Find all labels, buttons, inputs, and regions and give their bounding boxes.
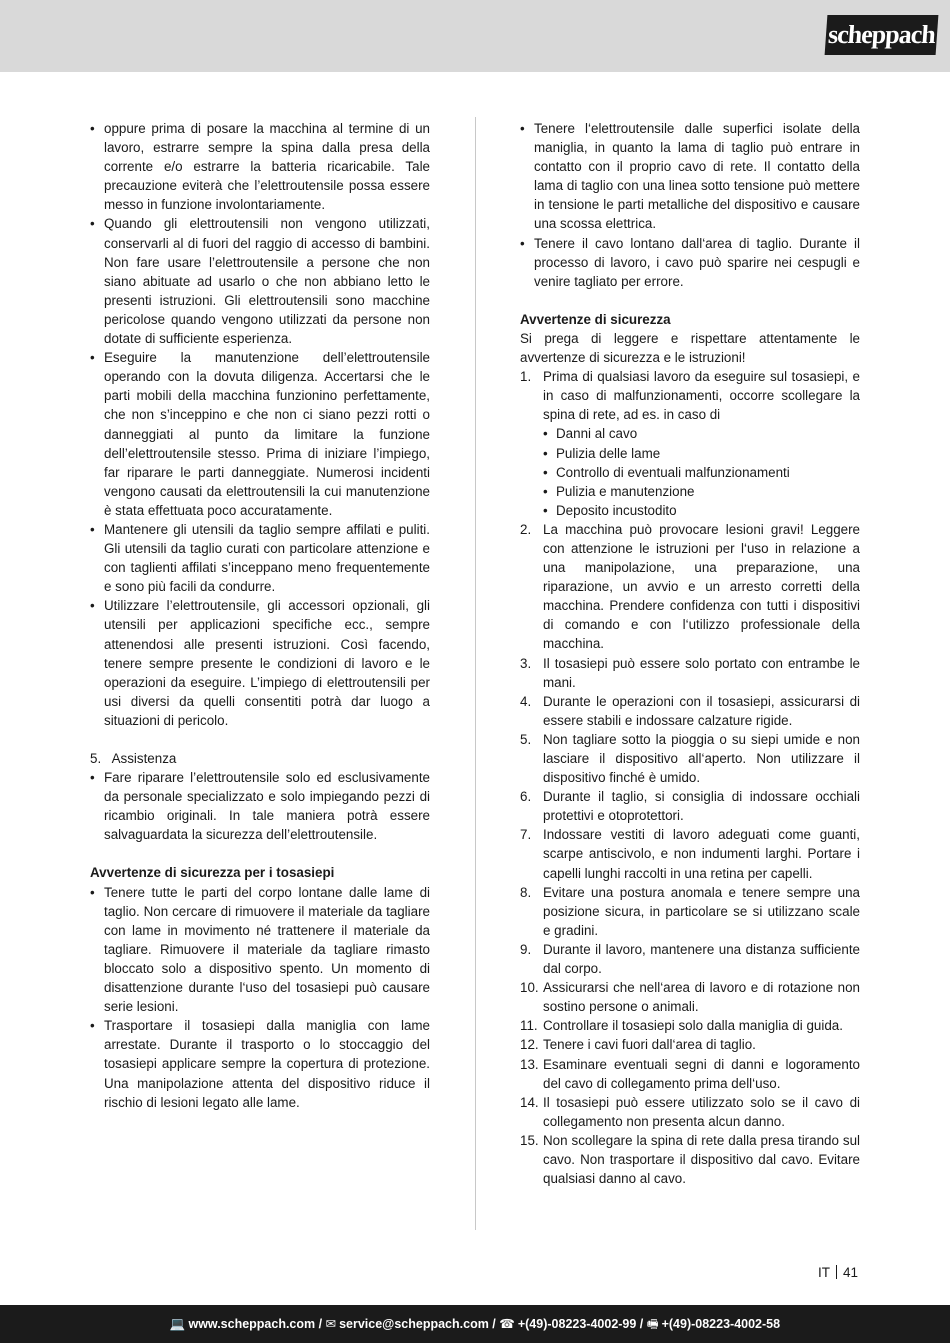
list-item: • Quando gli elettroutensili non vengono utilizzati, conservarli al di fuori del raggio di accesso di bambini. Non fare usare l’elettroutensile a persone che non siano abituate ad usarlo o che non abbiano letto le presenti istruzioni. Gli elettroutensili sono macchine pericolose quando vengono utilizzati da persone non dotate di sufficiente esperienza. xyxy=(90,214,430,348)
item-number: 4. xyxy=(520,693,532,709)
list-item: • Trasportare il tosasiepi dalla maniglia con lame arrestate. Durante il trasporto o lo stoccaggio del tosasiepi applicare sempre la copertura di protezione. Una manipolazione attenta del dispositivo riduce il rischio di lesioni legato alle lame. xyxy=(90,1016,430,1111)
numbered-item xyxy=(520,520,860,654)
numbered-item xyxy=(520,1035,860,1054)
list-item: • Tenere l‘elettroutensile dalle superfici isolate della maniglia, in quanto la lama di taglio può entrare in contatto con il proprio cavo di rete. Il contatto della lama di taglio con una linea sotto tensione può mettere in tensione le parti metalliche del dispositivo e causare una scossa elettrica. xyxy=(520,119,860,234)
item-text: Evitare una postura anomala e tenere sempre una posizione sicura, in particolare se si utilizzano scale e gradini. xyxy=(543,884,860,938)
column-divider xyxy=(475,117,476,1230)
numbered-item xyxy=(520,940,860,978)
item-number: 6. xyxy=(520,789,532,805)
numbered-item xyxy=(520,787,860,825)
page-footer xyxy=(0,1305,950,1343)
item-text: Durante il lavoro, mantenere una distanza sufficiente dal corpo. xyxy=(543,941,860,977)
item-number: 14. xyxy=(520,1094,539,1110)
item-number: 10. xyxy=(520,980,539,996)
item-number: 13. xyxy=(520,1056,539,1072)
computer-icon: 💻 xyxy=(169,1317,186,1331)
item-text: Il tosasiepi può essere solo portato con entrambe le mani. xyxy=(543,655,860,690)
item-number: 11. xyxy=(520,1018,538,1034)
page-number xyxy=(818,1265,858,1280)
page-header xyxy=(0,0,950,72)
item-text: Non scollegare la spina di rete dalla presa tirando sul cavo. Non trasportare il dispositivo dal cavo. Evitare qualsiasi danno al cavo. xyxy=(543,1132,860,1187)
numbered-item xyxy=(520,1131,860,1188)
numbered-item xyxy=(520,825,860,882)
numbered-item xyxy=(520,883,860,940)
item-number: 2. xyxy=(520,521,532,537)
section-heading-tosasiepi: Avvertenze di sicurezza per i tosasiepi xyxy=(90,865,335,881)
item-text: Controllare il tosasiepi solo dalla maniglia di guida. xyxy=(543,1018,843,1034)
numbered-item xyxy=(520,730,860,787)
item-number: 9. xyxy=(520,941,532,957)
item-text: Durante le operazioni con il tosasiepi, assicurarsi di essere stabili e indossare calzature rigide. xyxy=(543,693,860,728)
page-separator xyxy=(836,1265,837,1279)
footer-phone: +(49)-08223-4002-99 / xyxy=(517,1317,644,1331)
item-number: 15. xyxy=(520,1132,539,1148)
item-text: Esaminare eventuali segni di danni e logoramento del cavo di collegamento prima dell‘uso. xyxy=(543,1056,860,1091)
spacer xyxy=(90,844,430,863)
mail-icon: ✉ xyxy=(325,1317,337,1331)
list-item: • Mantenere gli utensili da taglio sempre affilati e puliti. Gli utensili da taglio curati con particolare attenzione e con taglienti affilati s’inceppano meno frequentemente e sono più facili da condurre. xyxy=(90,520,430,596)
spacer xyxy=(90,730,430,749)
list-item: • Tenere il cavo lontano dall‘area di taglio. Durante il processo di lavoro, i cavo può sparire nei cespugli e venire tagliato per errore. xyxy=(520,234,860,291)
footer-email: service@scheppach.com / xyxy=(339,1317,496,1331)
sub-list-item: • Pulizia e manutenzione xyxy=(520,482,860,501)
item-number: 7. xyxy=(520,827,532,843)
item-text: Prima di qualsiasi lavoro da eseguire sul tosasiepi, e in caso di malfunzionamenti, occorre scollegare la spina di rete, ad es. in caso di xyxy=(543,369,860,423)
sub-list-item: • Pulizia delle lame xyxy=(520,444,860,463)
item-text: Durante il taglio, si consiglia di indossare occhiali protettivi e otoprotettori. xyxy=(543,789,860,824)
item-text: Tenere i cavi fuori dall‘area di taglio. xyxy=(543,1037,756,1053)
sub-list-item: • Deposito incustodito xyxy=(520,501,860,520)
numbered-item xyxy=(520,654,860,692)
item-number: 3. xyxy=(520,655,532,671)
footer-fax: +(49)-08223-4002-58 xyxy=(661,1317,781,1331)
warnings-intro: Si prega di leggere e rispettare attentamente le avvertenze di sicurezza e le istruzioni! xyxy=(520,330,860,366)
brand-logo: scheppach xyxy=(825,15,939,55)
numbered-item xyxy=(520,367,860,424)
footer-web: www.scheppach.com / xyxy=(188,1317,323,1331)
list-item: • Tenere tutte le parti del corpo lontane dalle lame di taglio. Non cercare di rimuovere il materiale da tagliare con lame in movimento né trattenere il materiale da tagliare. Rimuovere il materiale da tagliare rimasto bloccato solo a dispositivo spento. Un momento di disattenzione durante l‘uso del tosasiepi può causare serie lesioni. xyxy=(90,883,430,1017)
numbered-item xyxy=(520,1016,860,1035)
numbered-item xyxy=(520,978,860,1016)
item-text: Il tosasiepi può essere utilizzato solo se il cavo di collegamento non presenta alcun danno. xyxy=(543,1094,860,1129)
spacer xyxy=(520,291,860,310)
numbered-item xyxy=(520,692,860,730)
numbered-item xyxy=(520,1055,860,1093)
item-number: 12. xyxy=(520,1037,539,1053)
item-text: Indossare vestiti di lavoro adeguati come guanti, scarpe antiscivolo, e non indumenti larghi. Portare i capelli lunghi raccolti in una retina per capelli. xyxy=(543,827,860,881)
section-heading-avvertenze: Avvertenze di sicurezza xyxy=(520,311,671,327)
item-text: La macchina può provocare lesioni gravi! Leggere con attenzione le istruzioni per l‘uso in relazione a una manipolazione, una preparazione, una riparazione, un avvio e un arresto corretti della macchina. Prendere confidenza con tutti i dispositivi di comando e con l‘utilizzo professionale della macchina. xyxy=(543,521,860,652)
list-item: • Fare riparare l’elettroutensile solo ed esclusivamente da personale specializzato e solo impiegando pezzi di ricambio originali. In tale maniera potrà essere salvaguardata la sicurezza dell’elettroutensile. xyxy=(90,768,430,844)
numbered-item xyxy=(520,1093,860,1131)
page-language: IT xyxy=(817,1265,830,1280)
list-item: • Eseguire la manutenzione dell’elettroutensile operando con la dovuta diligenza. Accertarsi che le parti mobili della macchina funzionino perfettamente, che non s’inceppino e che non ci siano pezzi rotti o danneggiati al punto da limitare la funzione dell’elettroutensile stesso. Prima di iniziare l’impiego, far riparare le parti danneggiate. Numerosi incidenti vengono causati da elettroutensili la cui manutenzione è stata effettuata poco accuratamente. xyxy=(90,348,430,520)
page-number-value: 41 xyxy=(842,1265,858,1280)
list-item: • oppure prima di posare la macchina al termine di un lavoro, estrarre sempre la spina dalla presa della corrente e/o estrarre la batteria ricaricabile. Tale precauzione eviterà che l’elettroutensile possa essere messo in funzione involontariamente. xyxy=(90,119,430,214)
sub-list-item: • Controllo di eventuali malfunzionamenti xyxy=(520,463,860,482)
right-column xyxy=(520,119,860,1188)
section-heading-assistenza: 5. Assistenza xyxy=(90,751,177,766)
phone-icon: ☎ xyxy=(499,1317,515,1331)
left-column xyxy=(90,119,430,1112)
item-number: 1. xyxy=(520,369,532,385)
item-number: 8. xyxy=(520,884,532,900)
sub-list-item: • Danni al cavo xyxy=(520,424,860,443)
item-number: 5. xyxy=(520,731,532,747)
list-item: • Utilizzare l’elettroutensile, gli accessori opzionali, gli utensili per applicazioni specifiche ecc., sempre attenendosi alle presenti istruzioni. Così facendo, tenere sempre presente le condizioni di lavoro e le operazioni da eseguire. L’impiego di elettroutensili per usi diversi da quelli consentiti potrà dar luogo a situazioni di pericolo. xyxy=(90,596,430,730)
item-text: Non tagliare sotto la pioggia o su siepi umide e non lasciare il dispositivo all‘aperto. Non utilizzare il dispositivo finché è umido. xyxy=(543,731,860,786)
fax-icon: 🖷 xyxy=(646,1317,659,1331)
item-text: Assicurarsi che nell‘area di lavoro e di rotazione non sostino persone o animali. xyxy=(543,980,860,1015)
